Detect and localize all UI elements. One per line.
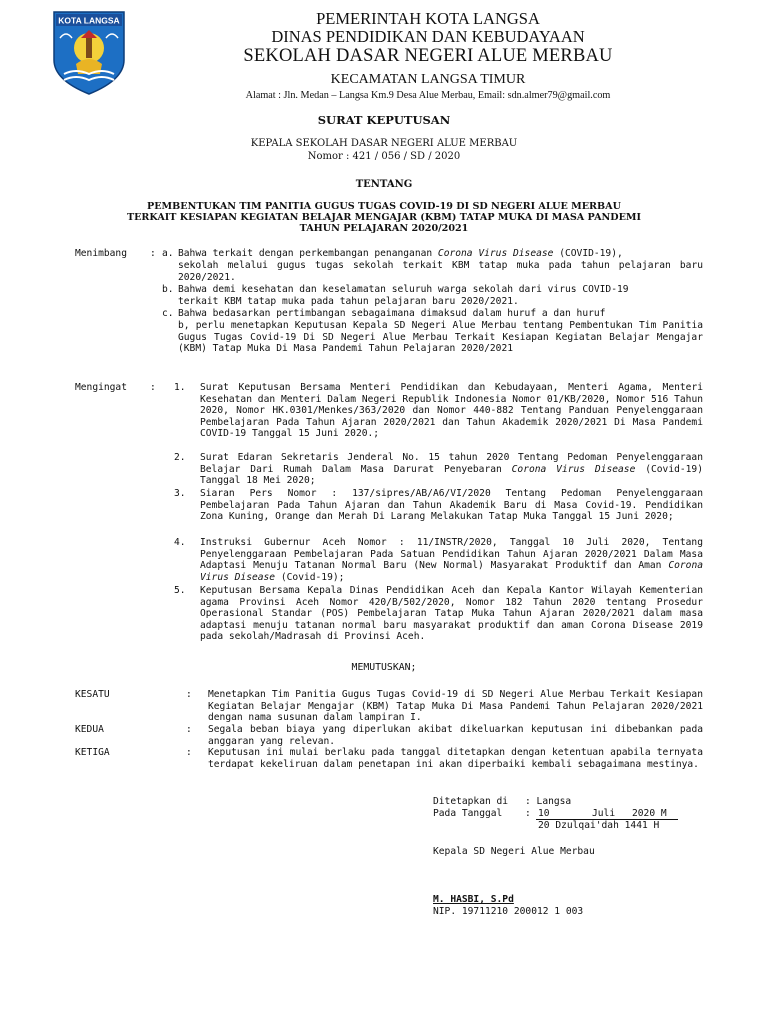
signatory-position: Kepala SD Negeri Alue Merbau bbox=[433, 846, 595, 857]
mengingat-label: Mengingat bbox=[75, 382, 127, 393]
mengingat-item-3: Siaran Pers Nomor : 137/sipres/AB/A6/VI/2020 Tentang Pedoman Penyelenggaraan Pembelajaran Pada Tahun Ajaran dan Tahun Akademik Baru di Masa Covid-19. Pendidikan Zona Kuning, Orange dan Merah Di Larang Melakukan Tatap Muka Tanggal 15 Juni 2020; bbox=[200, 488, 703, 522]
date-year: 2020 M bbox=[632, 808, 667, 819]
decision-kedua-text: Segala beban biaya yang diperlukan akibat dikeluarkan keputusan ini dibebankan pada anggaran yang relevan. bbox=[208, 724, 703, 747]
menimbang-marker: c. bbox=[162, 308, 174, 319]
about-heading: TENTANG bbox=[355, 179, 413, 190]
signatory-name: M. HASBI, S.Pd bbox=[433, 894, 514, 905]
document-title: SURAT KEPUTUSAN bbox=[317, 113, 451, 127]
menimbang-item-b-cont: terkait KBM tatap muka pada tahun pelajaran baru 2020/2021. bbox=[178, 296, 519, 307]
decides-heading: MEMUTUSKAN; bbox=[351, 662, 417, 673]
subject-line: PEMBENTUKAN TIM PANITIA GUGUS TUGAS COVID-19 DI SD NEGERI ALUE MERBAU bbox=[147, 201, 621, 212]
text-run: Surat Edaran Sekretaris Jenderal No. 15 tahun 2020 Tentang Pedoman Penyelenggaraan Belajar Dari Rumah Dalam Masa Darurat Penyebaran bbox=[200, 452, 703, 475]
menimbang-marker: a. bbox=[162, 248, 174, 259]
kota-langsa-emblem bbox=[50, 8, 128, 96]
italic-run: Corona Virus Disease bbox=[200, 560, 703, 583]
mengingat-marker: 1. bbox=[174, 382, 186, 393]
school-name: SEKOLAH DASAR NEGERI ALUE MERBAU bbox=[243, 46, 613, 67]
subject-block bbox=[0, 201, 768, 234]
decision-label: KETIGA bbox=[75, 747, 110, 758]
text-run: Bahwa terkait dengan perkembangan penanganan bbox=[178, 248, 438, 259]
hijri-date: 20 Dzulqai'dah 1441 H bbox=[538, 820, 660, 831]
mengingat-item-4 bbox=[200, 537, 703, 583]
district-name: KECAMATAN LANGSA TIMUR bbox=[330, 71, 526, 87]
department-name: DINAS PENDIDIKAN DAN KEBUDAYAAN bbox=[271, 27, 585, 47]
date-month: Juli bbox=[592, 808, 616, 819]
menimbang-label: Menimbang bbox=[75, 248, 127, 259]
subject-line: TAHUN PELAJARAN 2020/2021 bbox=[299, 223, 469, 235]
mengingat-marker: 3. bbox=[174, 488, 186, 499]
menimbang-item-a-cont: sekolah melalui gugus tugas sekolah terkait KBM tatap muka pada tahun pelajaran baru 2020/2021. bbox=[178, 260, 703, 283]
menimbang-item-c-cont: b, perlu menetapkan Keputusan Kepala SD Negeri Alue Merbau tentang Pembentukan Tim Panitia Gugus Tugas Covid-19 Di SD Negeri Alue Merbau Terkait Kesiapan Kegiatan Belajar Mengajar (KBM) Tatap Muka Di Masa Pandemi Tahun Pelajaran 2020/2021 bbox=[178, 320, 703, 354]
date-label: Pada Tanggal bbox=[433, 808, 503, 819]
decision-label: KEDUA bbox=[75, 724, 104, 735]
subject-line: TERKAIT KESIAPAN KEGIATAN BELAJAR MENGAJAR (KBM) TATAP MUKA DI MASA PANDEMI bbox=[126, 212, 642, 224]
decision-ketiga-text: Keputusan ini mulai berlaku pada tanggal ditetapkan dengan ketentuan apabila ternyata terdapat kekeliruan dalam penetapan ini akan diperbaiki kembali sebagaimana mestinya. bbox=[208, 747, 703, 770]
set-at-value: : Langsa bbox=[525, 796, 572, 807]
menimbang-marker: b. bbox=[162, 284, 174, 295]
decree-number: Nomor : 421 / 056 / SD / 2020 bbox=[307, 150, 461, 162]
mengingat-marker: 2. bbox=[174, 452, 186, 463]
decision-colon: : bbox=[186, 724, 192, 735]
decision-label: KESATU bbox=[75, 689, 110, 700]
italic-run: Corona Virus Disease bbox=[511, 463, 636, 475]
decision-colon: : bbox=[186, 747, 192, 758]
menimbang-item-b: Bahwa demi kesehatan dan keselamatan seluruh warga sekolah dari virus COVID-19 bbox=[178, 284, 629, 295]
mengingat-marker: 4. bbox=[174, 537, 186, 548]
mengingat-colon: : bbox=[150, 382, 156, 393]
school-address: Alamat : Jln. Medan – Langsa Km.9 Desa Alue Merbau, Email: sdn.almer79@gmail.com bbox=[245, 90, 611, 102]
text-run: (COVID-19), bbox=[553, 248, 623, 259]
gregorian-date bbox=[536, 808, 678, 820]
emblem-label: KOTA LANGSA bbox=[58, 15, 120, 26]
decision-colon: : bbox=[186, 689, 192, 700]
set-at-label: Ditetapkan di bbox=[433, 796, 509, 807]
mengingat-item-5: Keputusan Bersama Kepala Dinas Pendidikan Aceh dan Kepala Kantor Wilayah Kementerian agama Provinsi Aceh Nomor 420/B/502/2020, Nomor 182 Tahun 2020 tentang Prosedur Operasional Standar (POS) Pembelajaran Tatap Muka Tahun Ajaran 2020/2021 dalam masa adaptasi menuju tatanan normal baru masyarakat produktif dan aman Corona Disease 2019 pada sekolah/Madrasah di Provinsi Aceh. bbox=[200, 585, 703, 642]
text-run: (Covid-19) Tanggal 18 Mei 2020; bbox=[200, 463, 703, 486]
issuer: KEPALA SEKOLAH DASAR NEGERI ALUE MERBAU bbox=[250, 138, 518, 149]
date-colon: : bbox=[525, 808, 531, 819]
italic-run: Corona Virus Disease bbox=[437, 248, 554, 259]
text-run: (Covid-19); bbox=[275, 571, 345, 583]
issuer-block bbox=[0, 138, 768, 163]
menimbang-item-a bbox=[178, 248, 703, 260]
menimbang-colon: : bbox=[150, 248, 156, 259]
decision-kesatu-text: Menetapkan Tim Panitia Gugus Tugas Covid-19 di SD Negeri Alue Merbau Terkait Kesiapan Kegiatan Belajar Mengajar (KBM) Tatap Muka Di Masa Pandemi Tahun Pelajaran 2020/2021 dengan nama susunan dalam lampiran I. bbox=[208, 689, 703, 723]
menimbang-item-c: Bahwa bedasarkan pertimbangan sebagaimana dimaksud dalam huruf a dan huruf bbox=[178, 308, 606, 319]
mengingat-marker: 5. bbox=[174, 585, 186, 596]
letterhead bbox=[130, 10, 726, 101]
government-name: PEMERINTAH KOTA LANGSA bbox=[316, 9, 540, 28]
mengingat-item-2 bbox=[200, 452, 703, 487]
date-day: 10 bbox=[538, 808, 550, 819]
mengingat-item-1: Surat Keputusan Bersama Menteri Pendidikan dan Kebudayaan, Menteri Agama, Menteri Kesehatan dan Menteri Dalam Negeri Republik Indonesia Nomor 01/KB/2020, Nomor 516 Tahun 2020, Nomor HK.0301/Menkes/363/2020 dan Nomor 440-882 Tentang Panduan Penyelenggaraan Pembelajaran Pada Tahun Ajaran 2020/2021 dan Tahun Akademik 2020/2021 Di Masa Pandemi COVID-19 Tanggal 15 Juni 2020.; bbox=[200, 382, 703, 439]
signatory-nip: NIP. 19711210 200012 1 003 bbox=[433, 906, 584, 917]
text-run: Instruksi Gubernur Aceh Nomor : 11/INSTR/2020, Tanggal 10 Juli 2020, Tentang Penyelenggaraan Pembelajaran Pada Satuan Pendidikan Tahun Ajaran 2020/2021 Dalam Masa Adaptasi Menuju Tatanan Normal Baru (New Normal) Masyarakat Produktif dan Aman bbox=[200, 537, 703, 571]
